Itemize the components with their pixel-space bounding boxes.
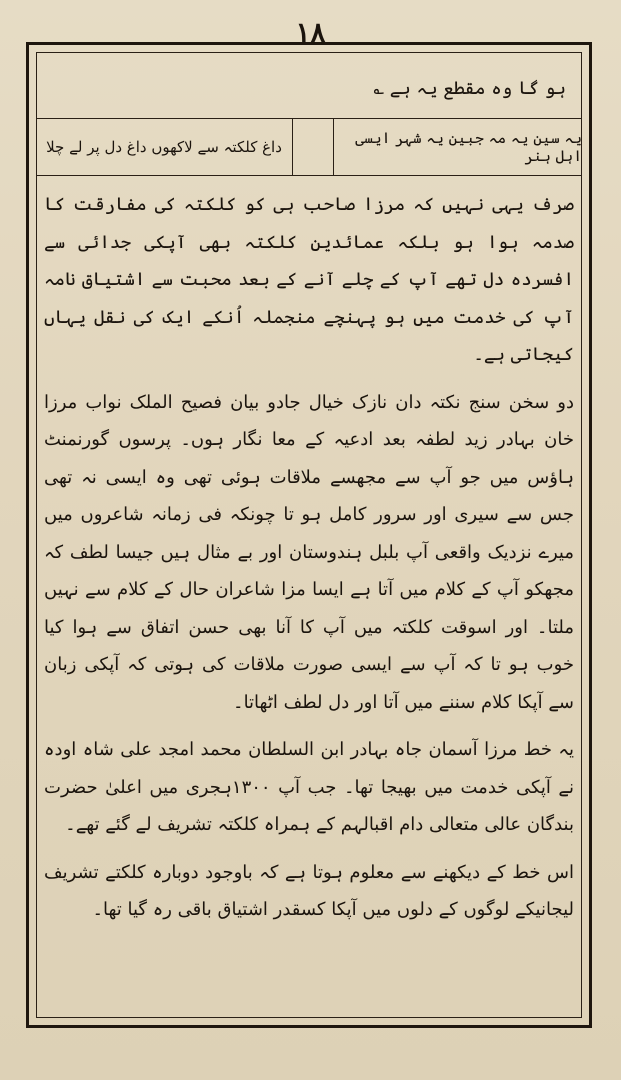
- section-heading: ہو گا وہ مقطع یہ ہے ؎: [373, 78, 566, 99]
- paragraph: دو سخن سنج نکتہ دان نازک خیال جادو بیان فصیح الملک نواب مرزا خان بہادر زید لطفہ بعد ادعیہ کے معا نگار ہوں۔ پرسوں گورنمنٹ ہاؤس میں جو آپ سے مجھسے ملاقات ہوئی تھی وہ ایسی نہ تھی جس سے سیری اور سرور کامل ہو تا چونکہ فی زمانہ شاعروں میں میرے نزدیک واقعی آپ بلبل ہندوستان اور بے مثال ہیں جیسا لطف کہ مجھکو آپ کے کلام میں آتا ہے ایسا مزا شاعران حال کے کلام سے نہیں ملتا۔ اور اسوقت کلکتہ میں آپ کا آنا بھی حسن اتفاق سے ہوا کیا خوب ہو تا کہ آپ سے ایسی صورت ملاقات کی ہوتی کہ آپکی زبان سے آپکا کلام سننے میں آتا اور دل لطف اٹھاتا۔: [44, 391, 574, 713]
- verse-divider: [292, 119, 334, 175]
- verse-first-line: یہ سین یہ مہ جبین یہ شہر ایسی اہل ہنر: [355, 129, 582, 165]
- paragraph: یہ خط مرزا آسمان جاہ بہادر ابن السلطان محمد امجد علی شاہ اودہ نے آپکی خدمت میں بھیجا تھا۔ جب آپ ۱۳۰۰ہجری میں اعلیٰ حضرت بندگان عالی متعالی دام اقبالہم کے ہمراہ کلکتہ تشریف لے گئے تھے۔: [44, 739, 574, 835]
- paragraph: صرف یہی نہیں کہ مرزا صاحب ہی کو کلکتہ کی مفارقت کا صدمہ ہوا ہو بلکہ عمائدین کلکتہ بھی آپکی جدائی سے افسردہ دل تھے آپ کے چلے آنے کے بعد محبت سے اشتیاق نامہ آپ کی خدمت میں ہو پہنچے منجملہ اُنکے ایک کی نقل یہاں کیجاتی ہے۔: [44, 194, 574, 365]
- paragraph: اس خط کے دیکھنے سے معلوم ہوتا ہے کہ باوجود دوبارہ کلکتے تشریف لیجانیکے لوگوں کے دلوں میں آپکا کسقدر اشتیاق باقی رہ گیا تھا۔: [44, 861, 574, 920]
- verse-couplet: [36, 118, 582, 176]
- body-text: [44, 186, 574, 929]
- verse-second-line: داغ کلکتہ سے لاکھوں داغ دل پر لے چلا: [46, 138, 282, 156]
- page-number: ۱۸: [295, 16, 326, 49]
